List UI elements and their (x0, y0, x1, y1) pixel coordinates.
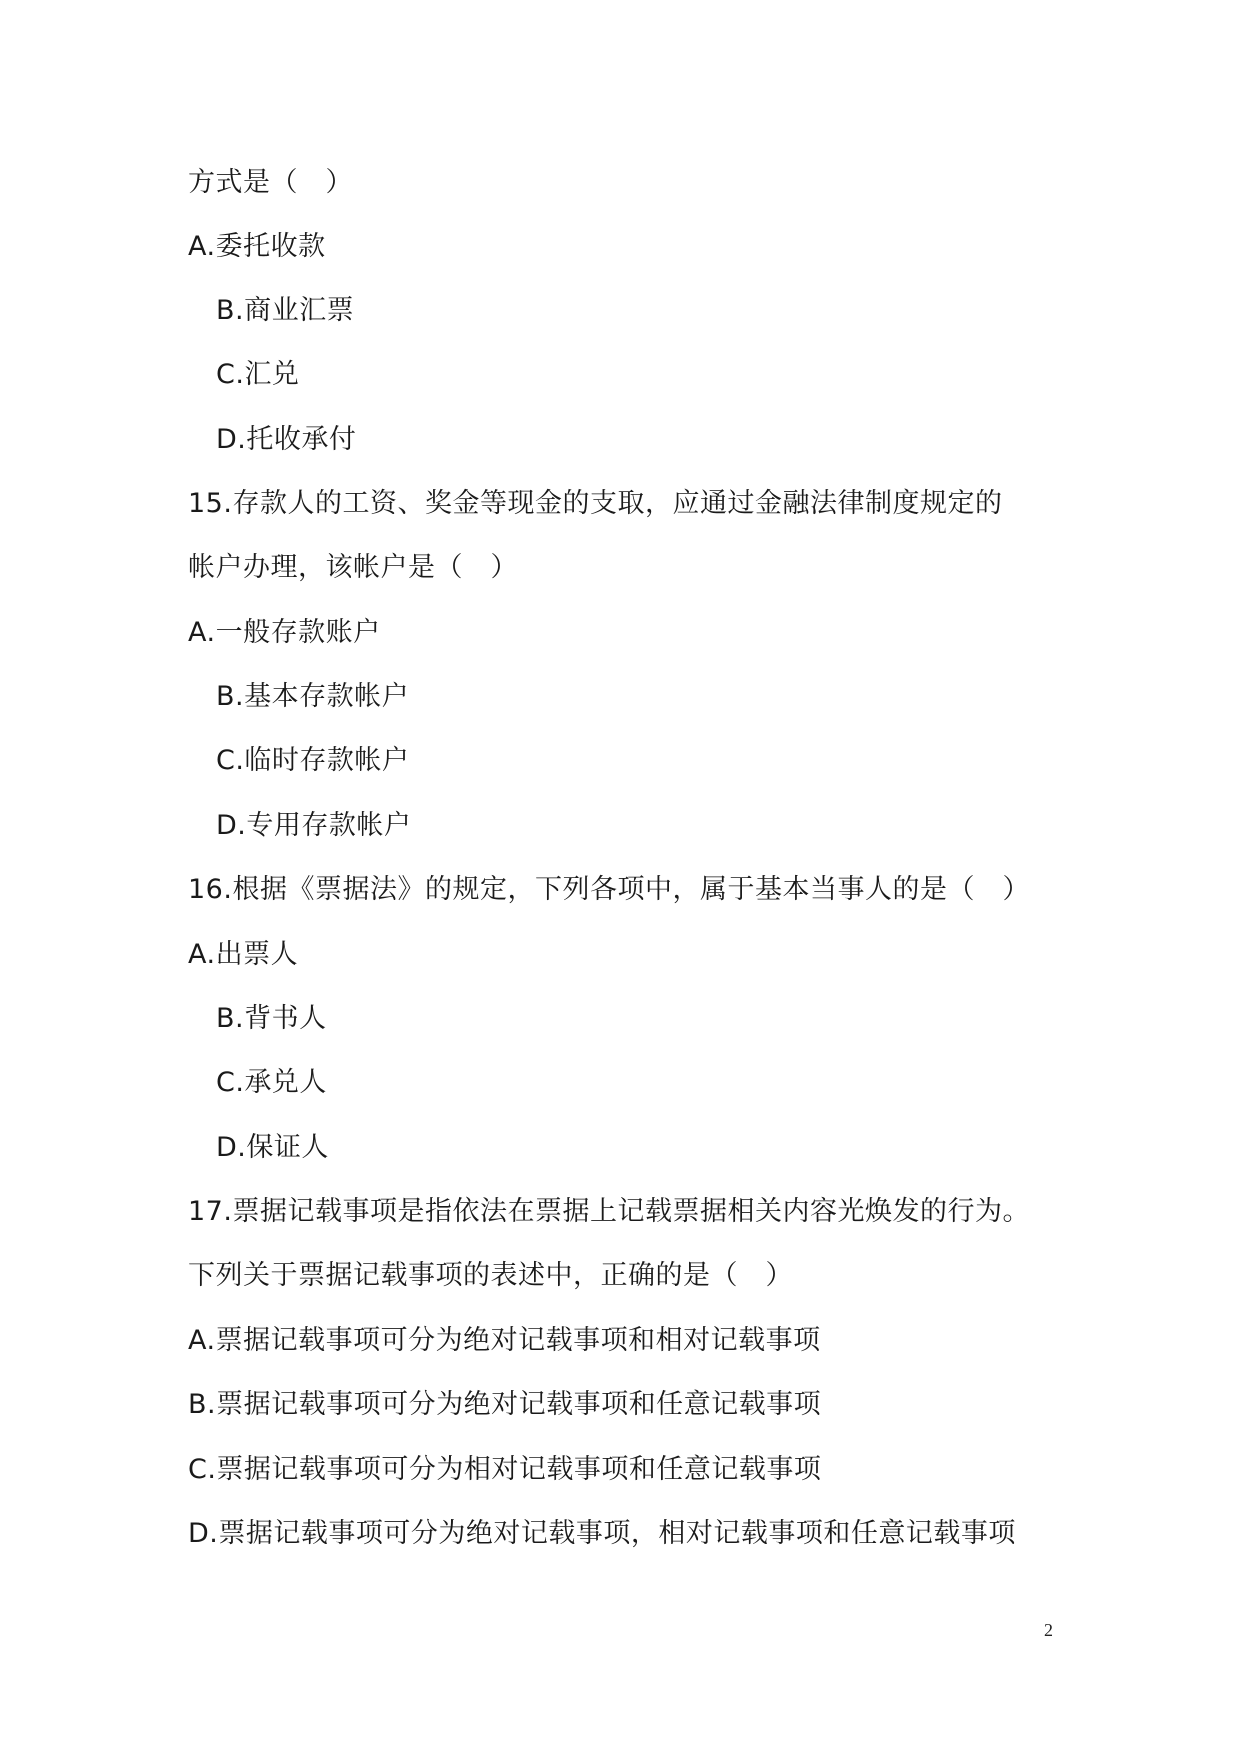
question-15-option-a: A.一般存款账户 (188, 617, 381, 648)
question-15-text: 15.存款人的工资、奖金等现金的支取，应通过金融法律制度规定的 (188, 488, 1003, 519)
question-14-text-continued: 方式是（ ） (188, 167, 353, 198)
question-15-option-d: D.专用存款帐户 (216, 810, 412, 841)
question-16-option-b: B.背书人 (216, 1003, 327, 1034)
question-15-option-c: C.临时存款帐户 (216, 745, 410, 776)
question-16-option-a: A.出票人 (188, 939, 299, 970)
question-17-option-d: D.票据记载事项可分为绝对记载事项，相对记载事项和任意记载事项 (188, 1518, 1016, 1549)
page-number: 2 (1044, 1620, 1053, 1640)
question-14-option-d: D.托收承付 (216, 424, 357, 455)
question-15-option-b: B.基本存款帐户 (216, 681, 410, 712)
question-17-option-b: B.票据记载事项可分为绝对记载事项和任意记载事项 (188, 1389, 822, 1420)
question-16-option-c: C.承兑人 (216, 1067, 327, 1098)
question-17-text-continued: 下列关于票据记载事项的表述中，正确的是（ ） (188, 1260, 793, 1291)
question-14-option-b: B.商业汇票 (216, 295, 355, 326)
question-16-text: 16.根据《票据法》的规定，下列各项中，属于基本当事人的是（ ） (188, 874, 1030, 905)
question-14-option-a: A.委托收款 (188, 231, 326, 262)
question-16-option-d: D.保证人 (216, 1132, 329, 1163)
question-17-option-a: A.票据记载事项可分为绝对记载事项和相对记载事项 (188, 1325, 821, 1356)
question-14-option-c: C.汇兑 (216, 359, 300, 390)
question-15-text-continued: 帐户办理，该帐户是（ ） (188, 552, 518, 583)
question-17-text: 17.票据记载事项是指依法在票据上记载票据相关内容光焕发的行为。 (188, 1196, 1030, 1227)
question-17-option-c: C.票据记载事项可分为相对记载事项和任意记载事项 (188, 1454, 822, 1485)
